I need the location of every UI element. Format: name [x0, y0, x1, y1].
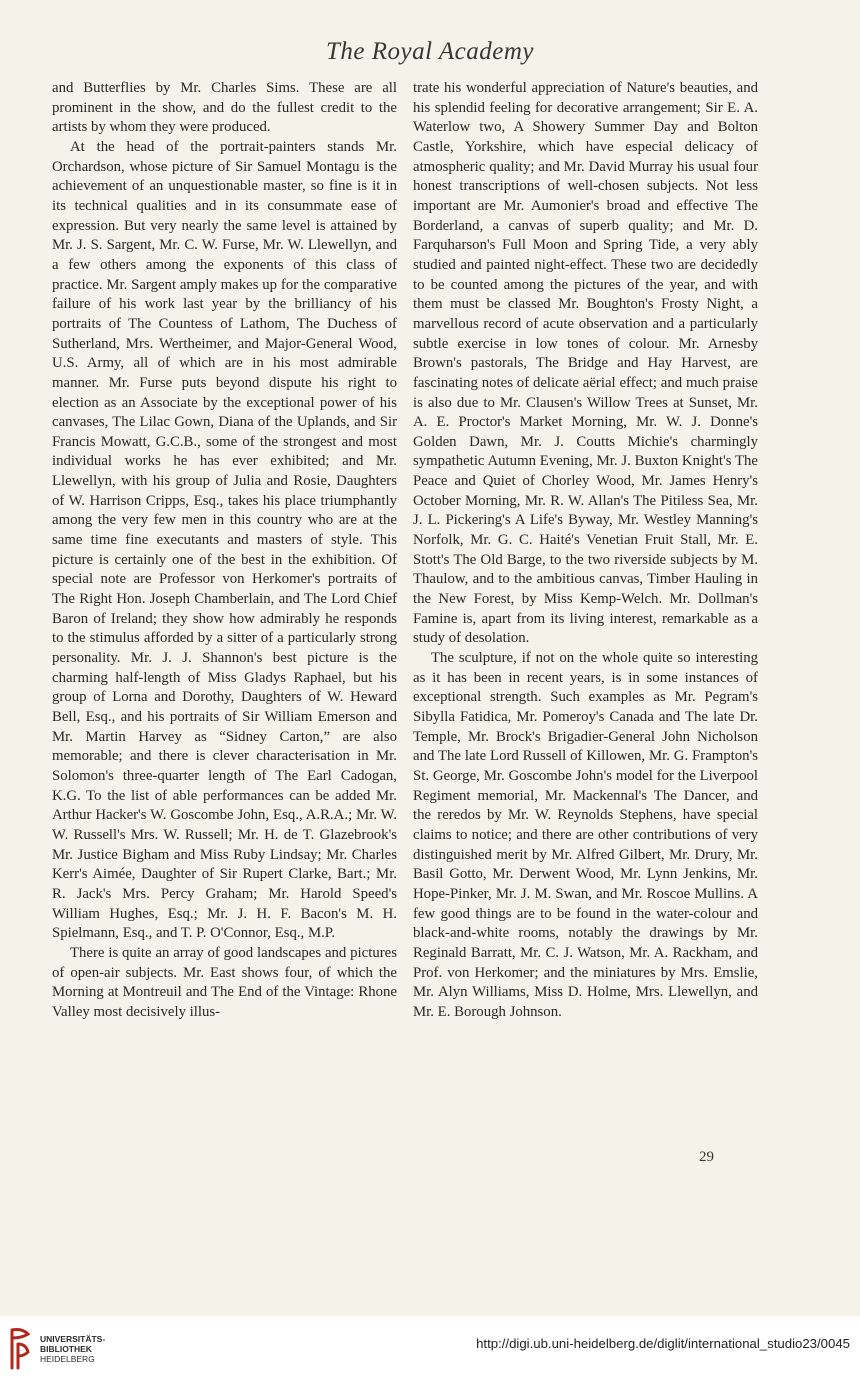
library-city: HEIDELBERG: [40, 1354, 95, 1364]
paragraph: The sculpture, if not on the whole quite so interesting as it has been in recent years, is in some instances of exceptional strength. Such examples as Mr. Pegram's Sibylla Fatidica, Mr. Pomeroy's Canada and The late Dr. Temple, Mr. Brock's Brigadier-General John Nicholson and The late Lord Russell of Killowen, Mr. G. Frampton's St. George, Mr. Goscombe John's model for the Liverpool Regiment memorial, Mr. Mackennal's The Dancer, and the reredos by Mr. W. Reynolds Stephens, have special claims to notice; and there are other contributions of very distinguished merit by Mr. Alfred Gilbert, Mr. Drury, Mr. Basil Gotto, Mr. Derwent Wood, Mr. Lynn Jenkins, Mr. Hope-Pinker, Mr. J. M. Swan, and Mr. Roscoe Mullins. A few good things are to be found in the water-colour and black-and-white rooms, notably the drawings by Mr. Reginald Barratt, Mr. C. J. Watson, Mr. A. Rackham, and Prof. von Herkomer; and the miniatures by Mrs. Emslie, Mr. Alyn Williams, Miss D. Holme, Mrs. Llewellyn, and Mr. E. Borough Johnson.: [413, 650, 758, 1020]
page-number: 29: [699, 1149, 714, 1165]
left-text-column: [52, 79, 397, 1023]
running-head-title: The Royal Academy: [326, 38, 534, 65]
library-name: [40, 1334, 105, 1364]
source-url-link[interactable]: http://digi.ub.uni-heidelberg.de/diglit/international_studio23/0045: [476, 1336, 850, 1351]
right-text-column: [413, 79, 758, 1023]
library-name-line: UNIVERSITÄTS-: [40, 1334, 106, 1344]
library-name-line: BIBLIOTHEK: [40, 1344, 92, 1354]
paragraph: There is quite an array of good landscapes and pictures of open-air subjects. Mr. East shows four, of which the Morning at Montreuil and The End of the Vintage: Rhone Valley most decisively illus-: [52, 944, 397, 1020]
paragraph: trate his wonderful appreciation of Nature's beauties, and his splendid feeling for decorative arrangement; Sir E. A. Waterlow two, A Showery Summer Day and Bolton Castle, Yorkshire, which have especial delicacy of atmospheric quality; and Mr. David Murray his usual four honest transcriptions of well-chosen subjects. Not less important are Mr. Aumonier's broad and effective The Borderland, a canvas of superb quality; and Mr. D. Farquharson's Full Moon and Spring Tide, a very ably studied and painted night-effect. These two are decidedly to be counted among the pictures of the year, and with them must be classed Mr. Boughton's Frosty Night, a marvellous record of acute observation and a particularly subtle exercise in low tones of colour. Mr. Arnesby Brown's pastorals, The Bridge and Hay Harvest, are fascinating notes of delicate aërial effect; and much praise is also due to Mr. Clausen's Willow Trees at Sunset, Mr. A. E. Proctor's Market Morning, Mr. W. J. Donne's Golden Dawn, Mr. J. Coutts Michie's charmingly sympathetic Autumn Evening, Mr. J. Buxton Knight's The Peace and Quiet of Chorley Wood, Mr. James Henry's October Morning, Mr. R. W. Allan's The Pitiless Sea, Mr. J. L. Pickering's A Life's Byway, Mr. Westley Manning's Norfolk, Mr. G. C. Haité's Venetian Fruit Stall, Mr. E. Stott's The Old Barge, to the two riverside subjects by M. Thaulow, and to the ambitious canvas, Timber Hauling in the New Forest, by Miss Kemp-Welch. Mr. Dollman's Famine is, apart from its living interest, remarkable as a study of desolation.: [413, 80, 758, 647]
library-footer: [0, 1316, 860, 1377]
library-logo-icon: [8, 1324, 32, 1372]
paragraph: At the head of the portrait-painters stands Mr. Orchardson, whose picture of Sir Samuel Montagu is the achievement of an unquestionable master, so fine is it in its technical qualities and in its consummate ease of expression. But very nearly the same level is attained by Mr. J. S. Sargent, Mr. C. W. Furse, Mr. W. Llewellyn, and a few others among the exponents of this class of practice. Mr. Sargent amply makes up for the comparative failure of his work last year by the brilliancy of his portraits of The Countess of Lathom, The Duchess of Sutherland, Mrs. Wertheimer, and Major-General Wood, U.S. Army, all of which are in his most admirable manner. Mr. Furse puts beyond dispute his right to election as an Associate by the exceptional power of his canvases, The Lilac Gown, Diana of the Uplands, and Sir Francis Mowatt, G.C.B., some of the strongest and most individual works he has ever exhibited; and Mr. Llewellyn, with his group of Julia and Rosie, Daughters of W. Harrison Cripps, Esq., takes his place triumphantly among the very few men in this country who are at the same time fine executants and masters of style. This picture is certainly one of the best in the exhibition. Of special note are Professor von Herkomer's portraits of The Right Hon. Joseph Chamberlain, and The Lord Chief Baron of Ireland; they show how admirably he responds to the stimulus afforded by a sitter of a particularly strong personality. Mr. J. J. Shannon's best picture is the charming half-length of Miss Gladys Raphael, but his group of Lorna and Dorothy, Daughters of W. Heward Bell, Esq., and his portraits of Sir William Emerson and Mr. Martin Harvey as “Sidney Carton,” are also memorable; and there is clever characterisation in Mr. Solomon's three-quarter length of The Earl Cadogan, K.G. To the list of able performances can be added Mr. Arthur Hacker's W. Goscombe John, Esq., A.R.A.; Mr. W. W. Russell's Mrs. W. Russell; Mr. H. de T. Glazebrook's Mr. Justice Bigham and Miss Ruby Lindsay; Mr. Charles Kerr's Aimée, Daughter of Sir Rupert Clarke, Bart.; Mr. R. Jack's Mrs. Percy Graham; Mr. Harold Speed's William Hughes, Esq.; Mr. J. H. F. Bacon's M. H. Spielmann, Esq., and T. P. O'Connor, Esq., M.P.: [52, 138, 397, 942]
paragraph: and Butterflies by Mr. Charles Sims. These are all prominent in the show, and do the fullest credit to the artists by whom they were produced.: [52, 80, 397, 136]
